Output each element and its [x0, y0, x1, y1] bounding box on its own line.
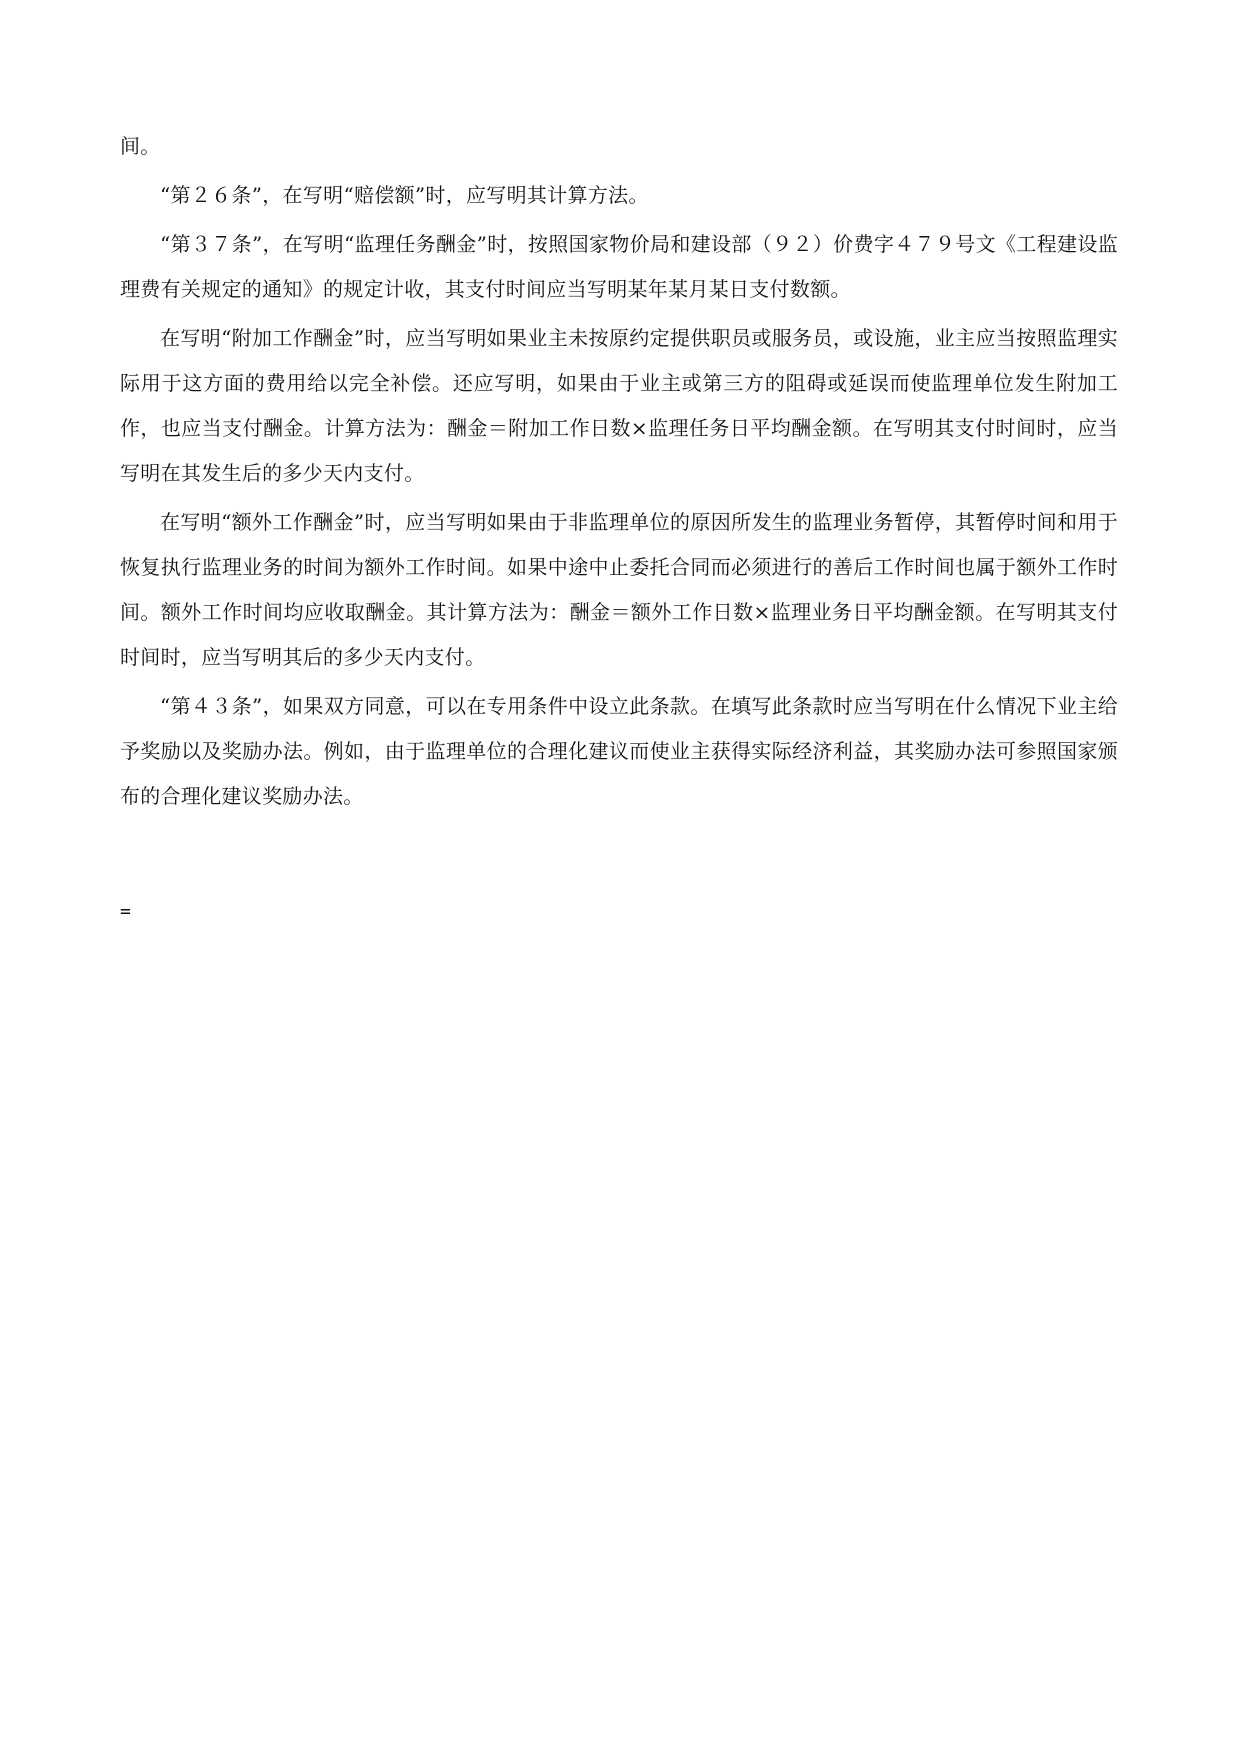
paragraph-extra-work-fee: 在写明“额外工作酬金”时，应当写明如果由于非监理单位的原因所发生的监理业务暂停，其暂停时间和用于恢复执行监理业务的时间为额外工作时间。如果中途中止委托合同而必须进行的善后工作时间也属于额外工作时间。额外工作时间均应收取酬金。其计算方法为：酬金＝额外工作日数×监理业务日平均酬金额。在写明其支付时间时，应当写明其后的多少天内支付。 — [120, 510, 1118, 669]
paragraph-article-26: “第２６条”，在写明“赔偿额”时，应写明其计算方法。 — [160, 183, 649, 207]
document-body — [120, 124, 1118, 823]
trailing-equal-mark: = — [120, 901, 131, 922]
paragraph-additional-work-fee: 在写明“附加工作酬金”时，应当写明如果业主未按原约定提供职员或服务员，或设施，业主应当按照监理实际用于这方面的费用给以完全补偿。还应写明，如果由于业主或第三方的阻碍或延误而使监理单位发生附加工作，也应当支付酬金。计算方法为：酬金＝附加工作日数×监理任务日平均酬金额。在写明其支付时间时，应当写明在其发生后的多少天内支付。 — [120, 326, 1118, 485]
paragraph-continuation: 间。 — [120, 134, 161, 158]
paragraph-article-43: “第４３条”，如果双方同意，可以在专用条件中设立此条款。在填写此条款时应当写明在什么情况下业主给予奖励以及奖励办法。例如，由于监理单位的合理化建议而使业主获得实际经济利益，其奖励办法可参照国家颁布的合理化建议奖励办法。 — [120, 694, 1118, 808]
paragraph-article-37: “第３７条”，在写明“监理任务酬金”时，按照国家物价局和建设部（９２）价费字４７９号文《工程建设监理费有关规定的通知》的规定计收，其支付时间应当写明某年某月某日支付数额。 — [120, 232, 1118, 301]
